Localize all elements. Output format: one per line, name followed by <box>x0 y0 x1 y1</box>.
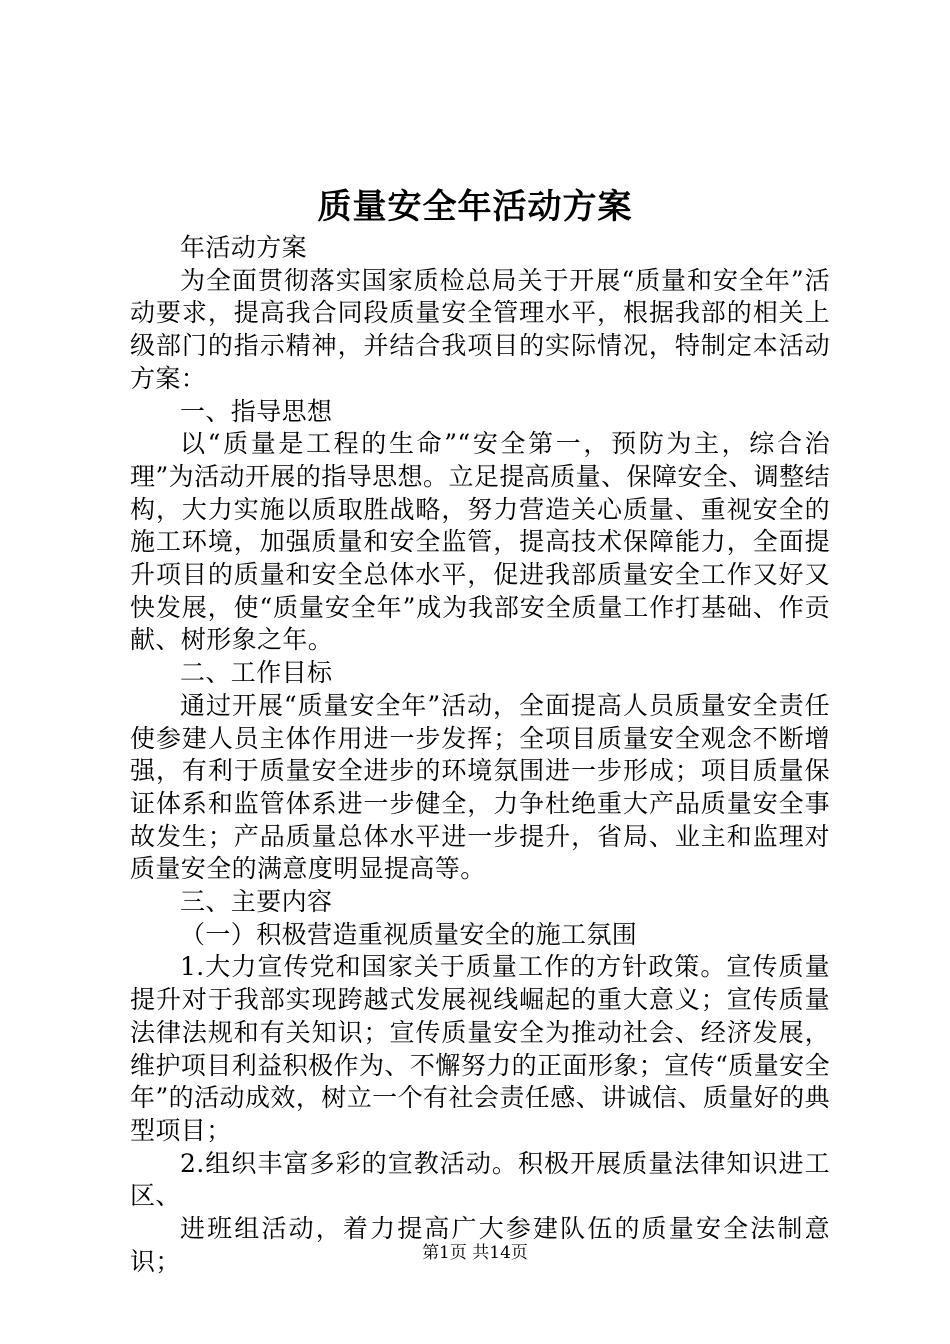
paragraph-item-2-continued: 进班组活动，着力提高广大参建队伍的质量安全法制意识； <box>130 1214 830 1276</box>
document-body <box>130 232 830 1279</box>
paragraph-intro: 为全面贯彻落实国家质检总局关于开展“质量和安全年”活动要求，提高我合同段质量安全管理水平，根据我部的相关上级部门的指示精神，并结合我项目的实际情况，特制定本活动方案： <box>130 265 830 393</box>
paragraph-guiding-ideology: 以“质量是工程的生命”“安全第一，预防为主，综合治理”为活动开展的指导思想。立足提高质量、保障安全、调整结构，大力实施以质取胜战略，努力营造关心质量、重视安全的施工环境，加强质量和安全监管，提高技术保障能力，全面提升项目的质量和安全总体水平，促进我部质量安全工作又好又快发展，使“质量安全年”成为我部安全质量工作打基础、作贡献、树形象之年。 <box>130 429 830 655</box>
section-heading-guiding-ideology: 一、指导思想 <box>180 396 333 426</box>
paragraph-item-1: 1.大力宣传党和国家关于质量工作的方针政策。宣传质量提升对于我部实现跨越式发展视线崛起的重大意义；宣传质量法律法规和有关知识；宣传质量安全为推动社会、经济发展，维护项目利益积极作为、不懈努力的正面形象；宣传“质量安全年”的活动成效，树立一个有社会责任感、讲诚信、质量好的典型项目； <box>130 952 830 1145</box>
page-title: 质量安全年活动方案 <box>317 187 633 227</box>
section-heading-work-goals: 二、工作目标 <box>180 658 333 688</box>
section-heading-main-content: 三、主要内容 <box>180 887 333 917</box>
paragraph-work-goals: 通过开展“质量安全年”活动，全面提高人员质量安全责任使参建人员主体作用进一步发挥；全项目质量安全观念不断增强，有利于质量安全进步的环境氛围进一步形成；项目质量保证体系和监管体系进一步健全，力争杜绝重大产品质量安全事故发生；产品质量总体水平进一步提升，省局、业主和监理对质量安全的满意度明显提高等。 <box>130 690 830 884</box>
page-number-footer: 第1页 共14页 <box>422 1243 528 1263</box>
paragraph-item-2: 2.组织丰富多彩的宣教活动。积极开展质量法律知识进工区、 <box>130 1148 830 1211</box>
subsection-heading-atmosphere: （一）积极营造重视质量安全的施工氛围 <box>180 919 638 949</box>
paragraph-subtitle: 年活动方案 <box>180 233 308 262</box>
